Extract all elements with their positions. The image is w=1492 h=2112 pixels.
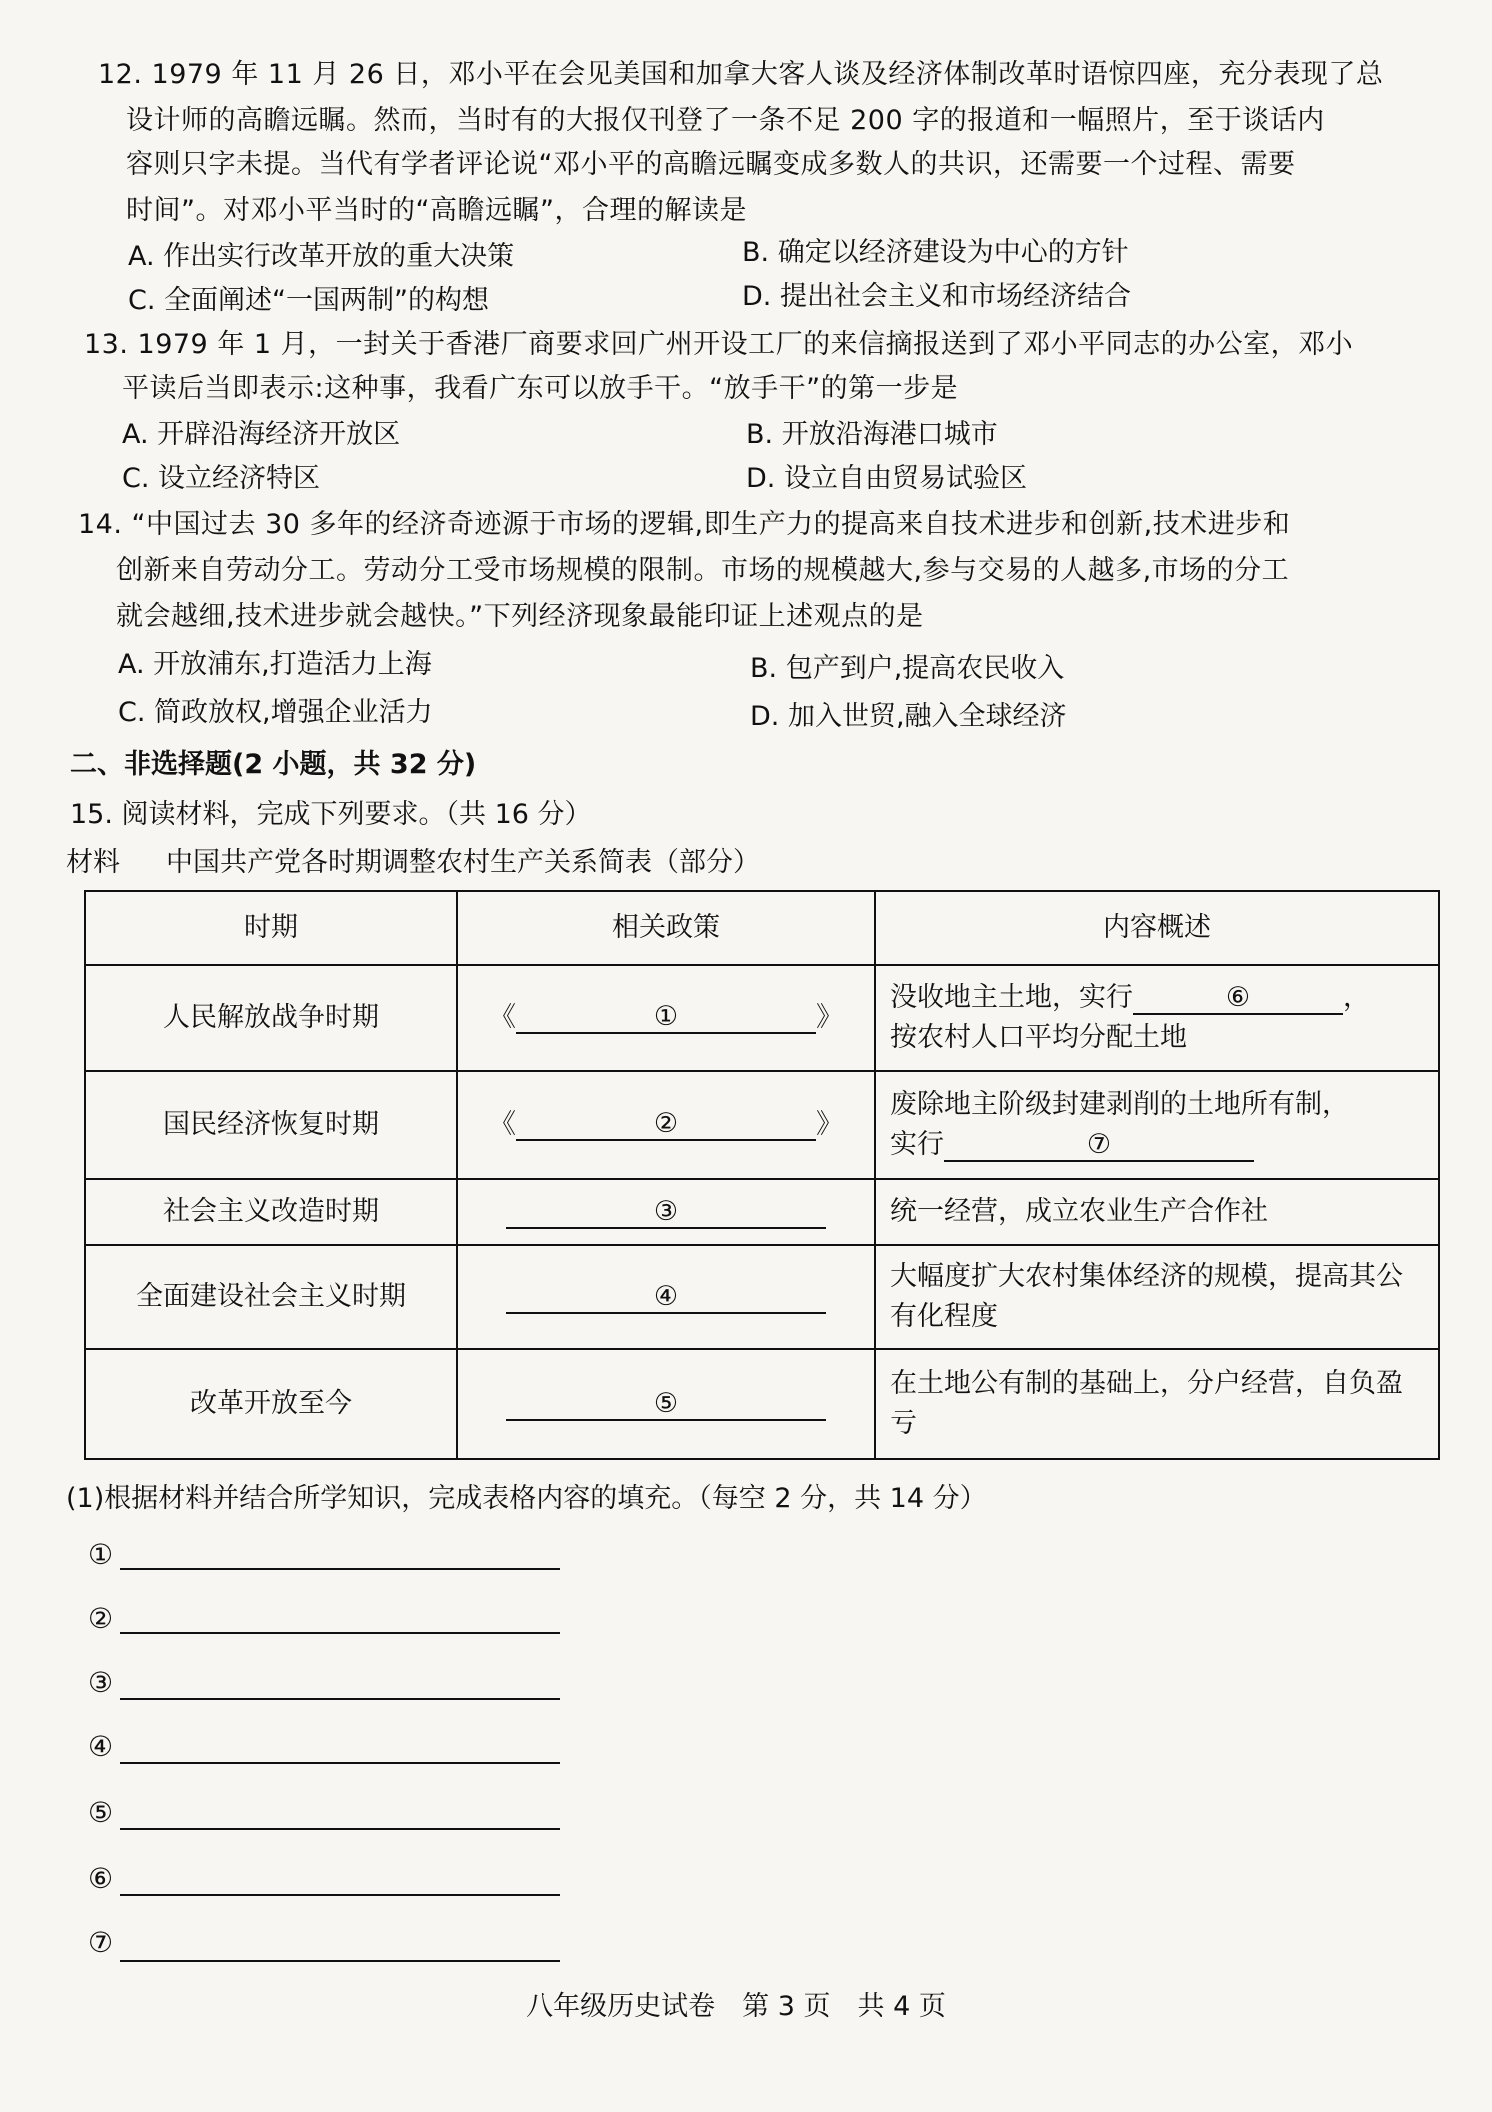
- content-text: 没收地主土地，实行: [890, 982, 1133, 1013]
- content-cell: 大幅度扩大农村集体经济的规模，提高其公有化程度: [875, 1245, 1439, 1349]
- table-row: [85, 965, 1439, 1071]
- q12-option-b: B. 确定以经济建设为中心的方针: [742, 237, 1129, 268]
- q13-line: 13. 1979 年 1 月，一封关于香港厂商要求回广州开设工厂的来信摘报送到了邓小平同志的办公室，邓小: [84, 329, 1354, 360]
- answer-line-7[interactable]: [120, 1960, 560, 1962]
- period-cell: 改革开放至今: [85, 1349, 457, 1459]
- table-row: [85, 1179, 1439, 1245]
- page-footer: 八年级历史试卷 第 3 页 共 4 页: [526, 1991, 946, 2022]
- q13-line: 平读后当即表示:这种事，我看广东可以放手干。“放手干”的第一步是: [122, 373, 959, 404]
- content-text: 按农村人口平均分配土地: [890, 1022, 1187, 1053]
- q12-option-a: A. 作出实行改革开放的重大决策: [128, 241, 515, 272]
- policy-blank-3: ③: [506, 1197, 826, 1229]
- q14-option-b: B. 包产到户,提高农民收入: [750, 653, 1065, 684]
- period-cell: 国民经济恢复时期: [85, 1071, 457, 1179]
- policy-blank-2: ②: [516, 1109, 816, 1141]
- answer-label: ③: [88, 1666, 114, 1699]
- q12-line: 时间”。对邓小平当时的“高瞻远瞩”，合理的解读是: [126, 195, 747, 226]
- section-2-title: 二、非选择题(2 小题，共 32 分): [70, 749, 477, 780]
- answer-line-4[interactable]: [120, 1762, 560, 1764]
- answer-line-2[interactable]: [120, 1632, 560, 1634]
- q14-option-a: A. 开放浦东,打造活力上海: [118, 649, 432, 680]
- header-content: 内容概述: [875, 891, 1439, 965]
- table-header-row: [85, 891, 1439, 965]
- policy-cell: [457, 1071, 875, 1179]
- policy-cell: [457, 1245, 875, 1349]
- answer-label: ④: [88, 1730, 114, 1763]
- q13-option-a: A. 开辟沿海经济开放区: [122, 419, 401, 450]
- q12-option-c: C. 全面阐述“一国两制”的构想: [128, 285, 489, 316]
- q14-line: 创新来自劳动分工。劳动分工受市场规模的限制。市场的规模越大,参与交易的人越多,市场的分工: [116, 555, 1290, 586]
- book-title-close: 》: [816, 1002, 843, 1033]
- table-row: [85, 1071, 1439, 1179]
- content-text: 废除地主阶级封建剥削的土地所有制，: [890, 1089, 1349, 1120]
- answer-line-1[interactable]: [120, 1568, 560, 1570]
- policy-cell: [457, 965, 875, 1071]
- content-text: ，: [1343, 982, 1370, 1013]
- q12-line: 12. 1979 年 11 月 26 日，邓小平在会见美国和加拿大客人谈及经济体制改革时语惊四座，充分表现了总: [98, 59, 1384, 90]
- period-cell: 人民解放战争时期: [85, 965, 457, 1071]
- answer-line-6[interactable]: [120, 1894, 560, 1896]
- answer-line-3[interactable]: [120, 1698, 560, 1700]
- policy-blank-1: ①: [516, 1002, 816, 1034]
- material-title: 中国共产党各时期调整农村生产关系简表（部分）: [166, 847, 760, 878]
- q13-option-b: B. 开放沿海港口城市: [746, 419, 998, 450]
- q12-line: 设计师的高瞻远瞩。然而，当时有的大报仅刊登了一条不足 200 字的报道和一幅照片，至于谈话内: [126, 105, 1325, 136]
- header-period: 时期: [85, 891, 457, 965]
- table-row: [85, 1245, 1439, 1349]
- policy-blank-5: ⑤: [506, 1389, 826, 1421]
- content-text: 实行: [890, 1129, 944, 1160]
- q15-stem: 15. 阅读材料，完成下列要求。（共 16 分）: [70, 799, 592, 830]
- table-row: [85, 1349, 1439, 1459]
- q13-option-d: D. 设立自由贸易试验区: [746, 463, 1027, 494]
- answer-label: ①: [88, 1538, 114, 1571]
- material-label: 材料: [66, 847, 120, 878]
- period-cell: 社会主义改造时期: [85, 1179, 457, 1245]
- q15-sub-1: (1)根据材料并结合所学知识，完成表格内容的填充。（每空 2 分，共 14 分）: [66, 1483, 987, 1514]
- material-table: [84, 890, 1438, 1456]
- book-title-open: 《: [489, 1002, 516, 1033]
- content-cell: [875, 1071, 1439, 1179]
- answer-line-5[interactable]: [120, 1828, 560, 1830]
- content-cell: [875, 965, 1439, 1071]
- content-blank-7: ⑦: [944, 1130, 1254, 1162]
- book-title-close: 》: [816, 1109, 843, 1140]
- header-policy: 相关政策: [457, 891, 875, 965]
- q13-option-c: C. 设立经济特区: [122, 463, 321, 494]
- period-cell: 全面建设社会主义时期: [85, 1245, 457, 1349]
- answer-label: ⑤: [88, 1796, 114, 1829]
- content-blank-6: ⑥: [1133, 983, 1343, 1015]
- book-title-open: 《: [489, 1109, 516, 1140]
- content-cell: 在土地公有制的基础上，分户经营，自负盈亏: [875, 1349, 1439, 1459]
- q14-line: 14. “中国过去 30 多年的经济奇迹源于市场的逻辑,即生产力的提高来自技术进步和创新,技术进步和: [78, 509, 1291, 540]
- policy-blank-4: ④: [506, 1282, 826, 1314]
- answer-label: ②: [88, 1602, 114, 1635]
- answer-label: ⑥: [88, 1862, 114, 1895]
- policy-cell: [457, 1179, 875, 1245]
- q14-option-d: D. 加入世贸,融入全球经济: [750, 701, 1067, 732]
- policy-cell: [457, 1349, 875, 1459]
- q14-line: 就会越细,技术进步就会越快。”下列经济现象最能印证上述观点的是: [116, 601, 924, 632]
- answer-label: ⑦: [88, 1926, 114, 1959]
- q14-option-c: C. 简政放权,增强企业活力: [118, 697, 433, 728]
- q12-option-d: D. 提出社会主义和市场经济结合: [742, 281, 1131, 312]
- content-cell: 统一经营，成立农业生产合作社: [875, 1179, 1439, 1245]
- q12-line: 容则只字未提。当代有学者评论说“邓小平的高瞻远瞩变成多数人的共识，还需要一个过程、需要: [126, 149, 1296, 180]
